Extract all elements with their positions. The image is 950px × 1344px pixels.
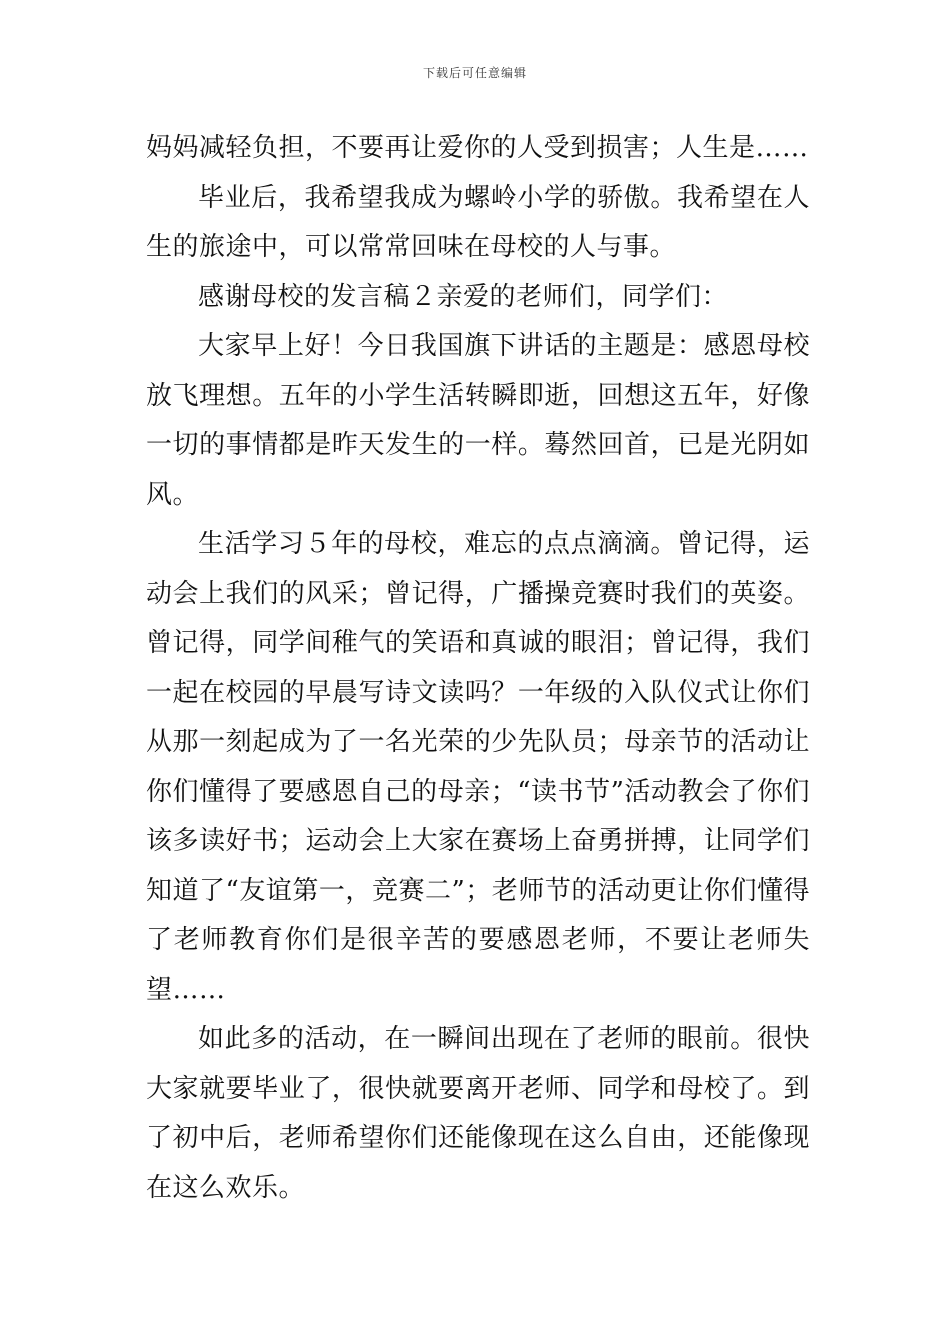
paragraph-memories: 生活学习５年的母校，难忘的点点滴滴。曾记得，运动会上我们的风采；曾记得，广播操竞赛时我们的英姿。曾记得，同学间稚气的笑语和真诚的眼泪；曾记得，我们一起在校园的早晨写诗文读吗？一年级的入队仪式让你们从那一刻起成为了一名光荣的少先队员；母亲节的活动让你们懂得了要感恩自己的母亲；“读书节”活动教会了你们该多读好书；运动会上大家在赛场上奋勇拼搏，让同学们知道了“友谊第一，竞赛二”；老师节的活动更让你们懂得了老师教育你们是很辛苦的要感恩老师，不要让老师失望…… bbox=[146, 529, 810, 1005]
paragraph-graduation-hope: 毕业后，我希望我成为螺岭小学的骄傲。我希望在人生的旅途中，可以常常回味在母校的人与事。 bbox=[146, 182, 810, 262]
paragraph-farewell: 如此多的活动，在一瞬间出现在了老师的眼前。很快大家就要毕业了，很快就要离开老师、同学和母校了。到了初中后，老师希望你们还能像现在这么自由，还能像现在这么欢乐。 bbox=[146, 1024, 810, 1203]
page-header: 下载后可任意编辑 bbox=[422, 66, 527, 80]
document-body bbox=[146, 124, 810, 1213]
paragraph-continuation: 妈妈减轻负担，不要再让爱你的人受到损害；人生是…… bbox=[146, 133, 809, 163]
paragraph-greeting: 大家早上好！今日我国旗下讲话的主题是：感恩母校放飞理想。五年的小学生活转瞬即逝，回想这五年，好像一切的事情都是昨天发生的一样。蓦然回首，已是光阴如风。 bbox=[146, 331, 810, 510]
paragraph-speech-title: 感谢母校的发言稿２亲爱的老师们，同学们： bbox=[198, 281, 729, 312]
